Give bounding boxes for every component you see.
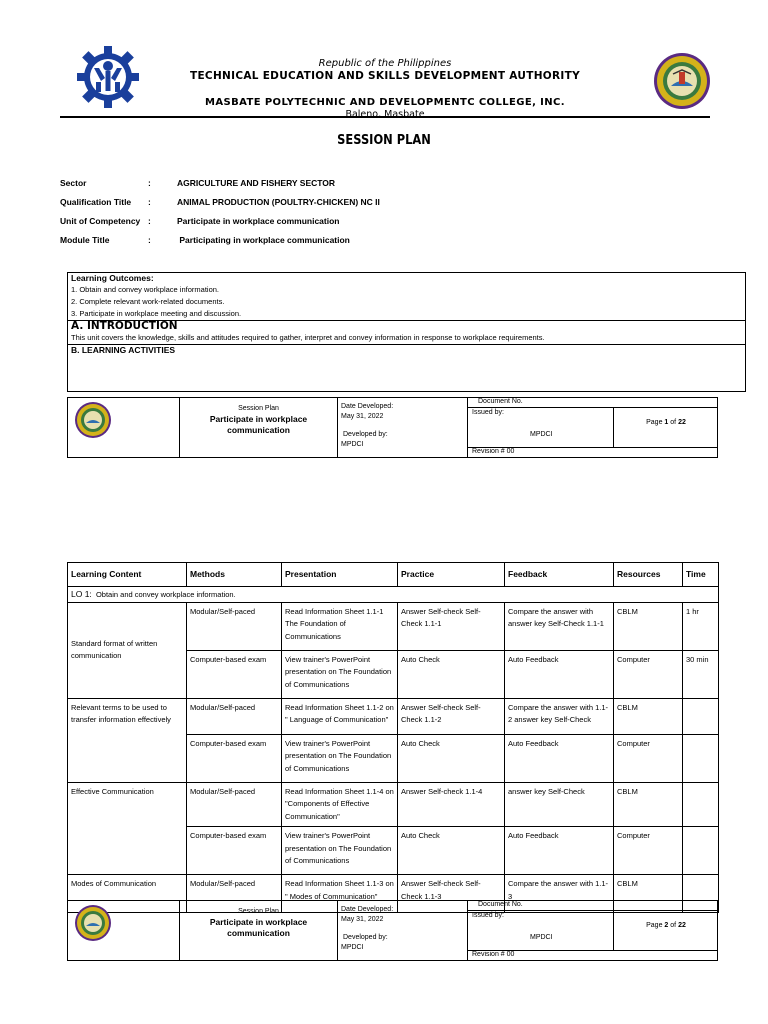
footer-page-number <box>614 922 718 929</box>
footer-revision: Revision # 00 <box>472 448 515 455</box>
college-name: MASBATE POLYTECHNIC AND DEVELOPMENTC COLLEGE, INC. <box>205 97 565 108</box>
footer-page-number <box>614 419 718 426</box>
practice-cell: Answer Self-check 1.1-4 <box>398 782 505 827</box>
method-cell: Modular/Self-paced <box>187 782 282 827</box>
learning-outcome-item: 2. Complete relevant work-related documents. <box>71 297 225 306</box>
republic-label: Republic of the Philippines <box>318 58 452 69</box>
resources-cell: CBLM <box>614 698 683 734</box>
lo-tag: LO 1: <box>71 588 92 599</box>
meta-label: Unit of Competency <box>60 216 141 226</box>
page-word: Page <box>646 419 663 426</box>
footer-date-label: Date Developed: <box>341 906 394 913</box>
learning-outcome-item: 3. Participate in workplace meeting and discussion. <box>71 309 242 318</box>
footer-issued-by-label: Issued by: <box>472 409 504 416</box>
footer-module-title: Participate in workplace communication <box>209 917 308 938</box>
table-row <box>68 698 719 734</box>
footer-date-value: May 31, 2022 <box>341 916 384 923</box>
college-seal-icon <box>74 904 112 942</box>
method-cell: Modular/Self-paced <box>187 698 282 734</box>
column-header: Resources <box>614 563 683 587</box>
introduction-text: This unit covers the knowledge, skills and attitudes required to gather, interpret and convey information in response to workplace requirements. <box>71 333 545 342</box>
footer-divider <box>613 407 614 447</box>
table-row <box>68 782 719 827</box>
footer-date-label: Date Developed: <box>341 403 394 410</box>
presentation-cell: View trainer's PowerPoint presentation on The Foundation of Communications <box>282 827 398 875</box>
feedback-cell: Compare the answer with answer key Self-Check 1.1-1 <box>505 602 614 650</box>
feedback-cell: Auto Feedback <box>505 827 614 875</box>
practice-cell: Auto Check <box>398 734 505 782</box>
page-total: 22 <box>678 922 686 929</box>
resources-cell: Computer <box>614 827 683 875</box>
lo-row <box>68 586 719 602</box>
learning-activities-heading: B. LEARNING ACTIVITIES <box>71 345 176 355</box>
resources-cell: CBLM <box>614 875 683 913</box>
presentation-cell: View trainer's PowerPoint presentation on The Foundation of Communications <box>282 734 398 782</box>
resources-cell: Computer <box>614 734 683 782</box>
time-cell: 30 min <box>683 650 719 698</box>
college-location: Baleno, Masbate <box>345 109 425 120</box>
learning-content-cell: Effective Communication <box>68 782 187 875</box>
page-word: Page <box>646 922 663 929</box>
page-title: SESSION PLAN <box>337 133 431 148</box>
presentation-cell: Read Information Sheet 1.1-2 on " Language of Communication" <box>282 698 398 734</box>
meta-value: ANIMAL PRODUCTION (POULTRY-CHICKEN) NC II <box>177 197 380 207</box>
footer-divider <box>337 397 338 458</box>
learning-content-table <box>67 562 719 913</box>
college-seal-icon <box>653 52 711 110</box>
learning-content-cell: Modes of Communication <box>68 875 187 913</box>
presentation-cell: View trainer's PowerPoint presentation on The Foundation of Communications <box>282 650 398 698</box>
table-header-row <box>68 563 719 587</box>
method-cell: Computer-based exam <box>187 734 282 782</box>
meta-colon: : <box>148 216 151 226</box>
meta-label: Qualification Title <box>60 197 132 207</box>
presentation-cell: Read Information Sheet 1.1-1 The Foundation of Communications <box>282 602 398 650</box>
practice-cell: Answer Self-check Self-Check 1.1-1 <box>398 602 505 650</box>
resources-cell: Computer <box>614 650 683 698</box>
table-row <box>68 602 719 650</box>
footer-issued-by-label: Issued by: <box>472 912 504 919</box>
practice-cell: Answer Self-check Self-Check 1.1-2 <box>398 698 505 734</box>
practice-cell: Auto Check <box>398 650 505 698</box>
column-header: Feedback <box>505 563 614 587</box>
method-cell: Modular/Self-paced <box>187 875 282 913</box>
learning-content-cell: Standard format of written communication <box>68 602 187 698</box>
column-header: Presentation <box>282 563 398 587</box>
footer-session-plan: Session Plan <box>238 908 279 915</box>
time-cell <box>683 827 719 875</box>
column-header: Practice <box>398 563 505 587</box>
introduction-heading: A. INTRODUCTION <box>71 320 178 332</box>
feedback-cell: Auto Feedback <box>505 734 614 782</box>
resources-cell: CBLM <box>614 602 683 650</box>
header-divider <box>60 116 710 118</box>
meta-value: AGRICULTURE AND FISHERY SECTOR <box>177 178 336 188</box>
footer-issued-by-value: MPDCI <box>530 934 553 941</box>
footer-date-value: May 31, 2022 <box>341 413 384 420</box>
agency-name: TECHNICAL EDUCATION AND SKILLS DEVELOPMENT AUTHORITY <box>190 70 580 82</box>
tesda-logo-icon <box>76 44 140 110</box>
meta-colon: : <box>148 178 151 188</box>
college-seal-icon <box>74 401 112 439</box>
footer-module-title: Participate in workplace communication <box>209 414 308 435</box>
meta-label: Sector <box>60 178 87 188</box>
footer-session-plan: Session Plan <box>238 405 279 412</box>
footer-divider <box>467 910 718 911</box>
footer-developed-by-value: MPDCI <box>341 944 364 951</box>
practice-cell: Auto Check <box>398 827 505 875</box>
footer-developed-by-value: MPDCI <box>341 441 364 448</box>
learning-outcome-item: 1. Obtain and convey workplace information. <box>71 285 219 294</box>
footer-revision: Revision # 00 <box>472 951 515 958</box>
method-cell: Modular/Self-paced <box>187 602 282 650</box>
meta-value: Participate in workplace communication <box>177 216 340 226</box>
time-cell <box>683 734 719 782</box>
footer-document-no: Document No. <box>478 901 523 908</box>
footer-document-no: Document No. <box>478 398 523 405</box>
page-current: 2 <box>664 922 669 929</box>
column-header: Learning Content <box>68 563 187 587</box>
feedback-cell: Compare the answer with 1.1-2 answer key Self-Check <box>505 698 614 734</box>
meta-colon: : <box>148 197 151 207</box>
footer-issued-by-value: MPDCI <box>530 431 553 438</box>
feedback-cell: Compare the answer with 1.1-3 <box>505 875 614 913</box>
resources-cell: CBLM <box>614 782 683 827</box>
feedback-cell: Auto Feedback <box>505 650 614 698</box>
feedback-cell: answer key Self-Check <box>505 782 614 827</box>
time-cell: 1 hr <box>683 602 719 650</box>
presentation-cell: Read Information Sheet 1.1-4 on "Components of Effective Communication" <box>282 782 398 827</box>
of-word: of <box>670 922 677 929</box>
meta-colon: : <box>148 235 151 245</box>
meta-value: Participating in workplace communication <box>177 235 350 245</box>
practice-cell: Answer Self-check Self-Check 1.1-3 <box>398 875 505 913</box>
header-block <box>150 58 620 120</box>
time-cell <box>683 782 719 827</box>
meta-label: Module Title <box>60 235 110 245</box>
learning-outcomes-title: Learning Outcomes: <box>71 273 154 283</box>
page-current: 1 <box>664 419 669 426</box>
footer-developed-by-label: Developed by: <box>343 934 388 941</box>
column-header: Time <box>683 563 719 587</box>
page-total: 22 <box>678 419 686 426</box>
footer-developed-by-label: Developed by: <box>343 431 388 438</box>
footer-divider <box>613 910 614 950</box>
session-meta <box>60 178 460 248</box>
of-word: of <box>670 419 677 426</box>
presentation-cell: Read Information Sheet 1.1-3 on " Modes of Communication" <box>282 875 398 913</box>
time-cell <box>683 698 719 734</box>
lo-text: Obtain and convey workplace information. <box>95 589 236 599</box>
footer-divider <box>467 407 718 408</box>
method-cell: Computer-based exam <box>187 827 282 875</box>
footer-divider <box>337 900 338 961</box>
column-header: Methods <box>187 563 282 587</box>
lo-cell <box>68 586 719 602</box>
method-cell: Computer-based exam <box>187 650 282 698</box>
learning-content-cell: Relevant terms to be used to transfer information effectively <box>68 698 187 782</box>
